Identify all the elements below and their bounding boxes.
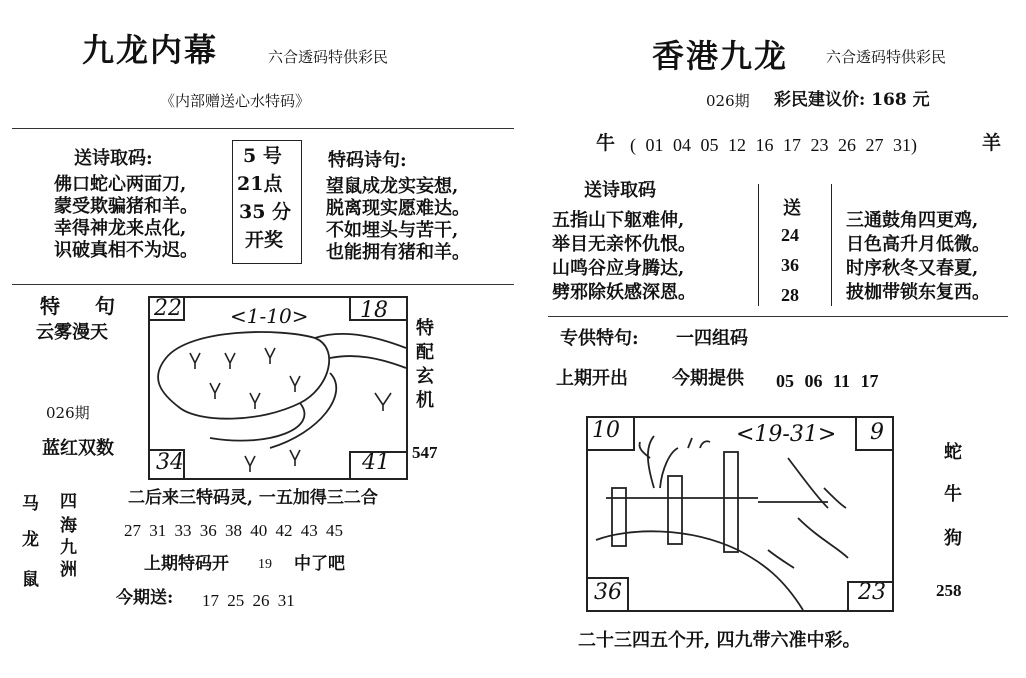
left-title: 九龙内幕 [82,31,219,69]
teju-label: 特 句 [40,294,129,318]
poem-line: 时序秋冬又春夏, [846,258,979,279]
sihai-char: 四 [60,492,77,512]
poem-line: 蒙受欺骗猪和羊。 [54,196,198,217]
poem-line: 佛口蛇心两面刀, [54,174,187,195]
animal-rat: 鼠 [22,570,39,590]
pic-tr-number: 9 [870,420,884,445]
poem-line: 举目无亲怀仇恨。 [552,234,696,255]
right-mid-rule [548,316,1008,317]
today-numbers: 17 25 26 31 [202,591,295,610]
left-header-rule [12,128,514,129]
range-left-animal: 牛 [596,132,616,154]
provide-label: 今期提供 [672,368,744,389]
left-picture-sketch [150,298,406,478]
right-footer: 二十三四五个开, 四九带六准中彩。 [578,630,861,651]
animal-horse: 马 [22,494,39,514]
left-mid-rule [12,284,514,285]
sihai-char: 洲 [60,560,77,580]
side-animal-ox: 牛 [944,484,962,505]
left-tagline: 《内部赠送心水特码》 [160,92,311,110]
right-picture-sketch [588,418,892,610]
last-open-number: 19 [258,557,272,572]
last-open-label: 上期特码开 [144,554,229,574]
last-open-suffix: 中了吧 [294,554,345,574]
pic-br-number: 41 [362,450,390,475]
right-price: 彩民建议价: 168 元 [774,90,930,110]
pic-tr-number: 18 [360,298,388,323]
animal-dragon: 龙 [22,530,39,550]
box-label: 送 [783,198,801,219]
tema-line: 不如埋头与苦干, [326,220,459,241]
draw-label: 开奖 [245,229,284,251]
side-vertical-text: 特配玄机 [413,318,434,414]
poem-line: 山鸣谷应身腾达, [552,258,685,279]
pic-bl-number: 34 [156,450,184,475]
side-animal-dog: 狗 [944,528,962,549]
pic-tl-number: 10 [592,418,620,443]
pic-top-range: <19-31> [736,422,837,447]
right-issue: 026期 [706,92,750,110]
range-numbers: ( 01 04 05 12 16 17 23 26 27 31) [630,135,917,155]
box-number: 36 [781,255,799,275]
right-center-box [758,184,832,306]
poem-line: 五指山下躯难伸, [552,210,685,231]
range-right-animal: 羊 [982,132,1002,154]
special-text: 一四组码 [676,328,748,349]
left-slogan: 二后来三特码灵, 一五加得三二合 [128,488,378,508]
box-number: 24 [781,225,799,245]
side-animal-snake: 蛇 [944,442,962,463]
teju-text: 云雾漫天 [36,322,108,343]
tema-heading: 特码诗句: [328,150,407,171]
draw-hour: 21点 [237,173,283,195]
right-subtitle: 六合透码特供彩民 [826,48,947,66]
draw-time-box [232,140,302,264]
poem-line: 幸得神龙来点化, [54,218,187,239]
pic-top-range: <1-10> [230,304,309,328]
left-number-list: 27 31 33 36 38 40 42 43 45 [124,521,343,540]
tema-line: 望鼠成龙实妄想, [326,176,459,197]
poem-line: 日色高升月低微。 [846,234,990,255]
box-number: 28 [781,285,799,305]
left-subtitle: 六合透码特供彩民 [268,48,389,66]
last-open-label-right: 上期开出 [556,368,628,389]
poem-line: 识破真相不为迟。 [54,240,198,261]
pic-tl-number: 22 [154,296,182,321]
pic-bl-number: 36 [594,580,622,605]
provide-numbers: 05 06 11 17 [776,371,879,391]
poem-line: 三通鼓角四更鸡, [846,210,979,231]
color-tip: 蓝红双数 [42,438,114,459]
special-label: 专供特句: [560,328,639,349]
tema-line: 脱离现实愿难达。 [326,198,470,219]
draw-day: 5 号 [243,145,282,167]
poem-line: 披枷带锁东复西。 [846,282,990,303]
right-title: 香港九龙 [652,37,789,75]
pic-br-number: 23 [858,580,886,605]
left-issue: 026期 [46,404,90,422]
left-poem-heading: 送诗取码: [74,148,153,169]
left-side-number: 547 [412,443,438,462]
today-label: 今期送: [116,588,174,608]
left-picture [148,296,408,480]
tema-line: 也能拥有猪和羊。 [326,242,470,263]
right-side-number: 258 [936,581,962,600]
sihai-char: 海 [60,516,77,536]
draw-minute: 35 分 [239,201,292,223]
poem-line: 劈邪除妖感深恩。 [552,282,696,303]
right-picture [586,416,894,612]
right-poem-heading: 送诗取码 [584,180,656,201]
sihai-char: 九 [60,538,77,558]
